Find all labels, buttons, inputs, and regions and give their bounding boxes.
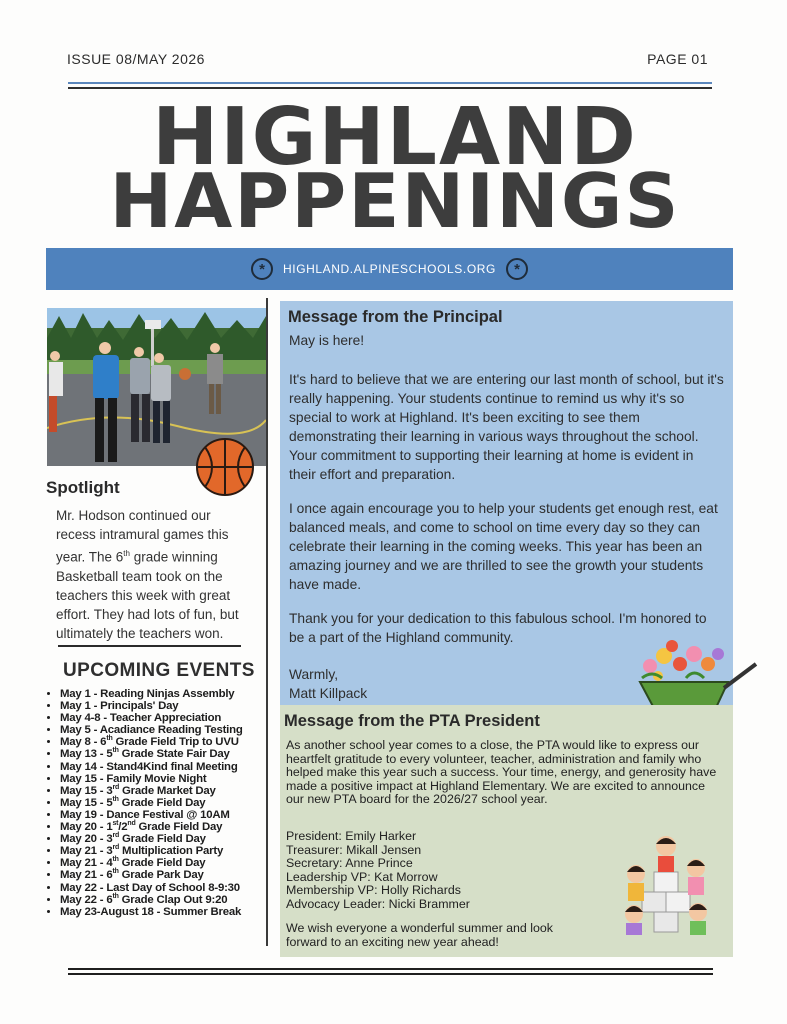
event-item: • May 14 - Stand4Kind final Meeting [60,761,286,773]
spotlight-heading: Spotlight [46,478,120,497]
pta-closing: We wish everyone a wonderful summer and look forward to an exciting new year ahead! [286,921,553,949]
events-list [40,688,286,918]
pta-board-member: Treasurer: Mikall Jensen [286,842,422,857]
event-item: • May 15 - 5th Grade Field Day [60,797,286,809]
pta-heading: Message from the PTA President [284,712,540,730]
event-item: • May 21 - 3rd Multiplication Party [60,845,286,857]
children-blocks-icon [622,832,714,936]
event-item: • May 1 - Principals' Day [60,700,286,712]
event-item: • May 4-8 - Teacher Appreciation [60,712,286,724]
event-item: • May 21 - 4th Grade Field Day [60,857,286,869]
event-item: • May 20 - 3rd Grade Field Day [60,833,286,845]
principal-heading: Message from the Principal [288,308,503,326]
masthead-line-1: HIGHLAND [152,91,638,183]
event-item: • May 22 - 6th Grade Clap Out 9:20 [60,894,286,906]
principal-paragraph-2: I once again encourage you to help your students get enough rest, eat balanced meals, and come to school on time every day so they can celebrate their learning in the coming weeks. This year has been an amazing journey and we are thrilled to see the growth your students have made. [289,501,718,593]
masthead-line-2: HAPPENINGS [109,157,681,245]
event-item: • May 8 - 6th Grade Field Trip to UVU [60,736,286,748]
events-rule [58,645,241,647]
pta-board-member: Membership VP: Holly Richards [286,883,461,897]
basketball-icon [195,437,255,497]
footer-rule-top [68,968,713,970]
event-item: • May 22 - Last Day of School 8-9:30 [60,882,286,894]
event-item: • May 15 - 3rd Grade Market Day [60,785,286,797]
spotlight-body: Mr. Hodson continued our recess intramural games this year. The 6th grade winning Basketball team took on the teachers this week with great effort. They had lots of fun, but ultimately the teachers won. [56,508,239,641]
principal-greeting: May is here! [289,333,365,348]
event-item: • May 1 - Reading Ninjas Assembly [60,688,286,700]
event-item: • May 19 - Dance Festival @ 10AM [60,809,286,821]
pta-board-member: President: Emily Harker [286,829,417,843]
event-item: • May 23-August 18 - Summer Break [60,906,286,918]
pta-board-member: Secretary: Anne Prince [286,856,413,870]
principal-closing: Warmly, [289,667,339,682]
principal-paragraph-1: It's hard to believe that we are entering our last month of school, but it's really happening. Your students continue to remind us why it's so special to work at Highland. It's been exciting to see them demonstrating their learning in various ways throughout the school. Your commitment to supporting their learning at home is evident in their effort and preparation. [289,372,724,483]
page-number: PAGE 01 [647,51,708,67]
event-item: • May 20 - 1st/2nd Grade Field Day [60,821,286,833]
pta-board-member: Leadership VP: Kat Morrow [286,869,438,884]
event-item: • May 15 - Family Movie Night [60,773,286,785]
event-item: • May 5 - Acadiance Reading Testing [60,724,286,736]
asterisk-circle-icon: * [251,258,273,280]
website-link[interactable]: HIGHLAND.ALPINESCHOOLS.ORG [283,262,496,276]
events-heading: UPCOMING EVENTS [63,660,255,681]
header-rule-top [68,82,712,84]
principal-paragraph-3: Thank you for your dedication to this fabulous school. I'm honored to be a part of the Highland community. [289,611,707,646]
principal-signature: Matt Killpack [289,686,368,701]
event-item: • May 21 - 6th Grade Park Day [60,869,286,881]
issue-label: ISSUE 08/MAY 2026 [67,51,205,67]
website-band [46,248,733,290]
event-item: • May 13 - 5th Grade State Fair Day [60,748,286,760]
asterisk-circle-icon: * [506,258,528,280]
footer-rule-bottom [68,973,713,975]
pta-intro: As another school year comes to a close, the PTA would like to express our heartfelt gratitude to every volunteer, teacher, administration and family who helped make this year such a success. Your time, energy, and generosity have made a positive impact at Highland Elementary. We are excited to announce our new PTA board for the 2026/27 school year. [286,738,717,806]
header-rule-bottom [68,87,712,89]
pta-board-member: Advocacy Leader: Nicki Brammer [286,896,470,911]
